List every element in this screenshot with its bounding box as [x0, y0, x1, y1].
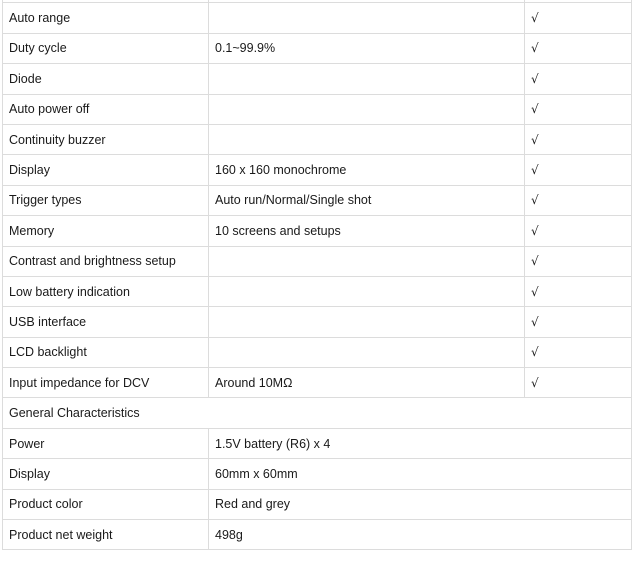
table-row [3, 216, 632, 246]
spec-label: Auto range [3, 3, 209, 33]
table-row [3, 428, 632, 458]
spec-value: 0.1~99.9% [209, 33, 525, 63]
table-row [3, 459, 632, 489]
spec-label: Product color [3, 489, 209, 519]
check-mark: √ [525, 368, 632, 398]
check-mark: √ [525, 33, 632, 63]
spec-value [209, 307, 525, 337]
spec-label: LCD backlight [3, 337, 209, 367]
table-row [3, 489, 632, 519]
section-header-row [3, 398, 632, 428]
table-row [3, 33, 632, 63]
check-mark: √ [525, 124, 632, 154]
table-row [3, 337, 632, 367]
table-row [3, 124, 632, 154]
check-mark: √ [525, 3, 632, 33]
table-row [3, 368, 632, 398]
table-row [3, 94, 632, 124]
spec-label: Display [3, 155, 209, 185]
table-row [3, 64, 632, 94]
spec-label: Contrast and brightness setup [3, 246, 209, 276]
spec-value [209, 124, 525, 154]
spec-label: USB interface [3, 307, 209, 337]
specifications-table [2, 0, 632, 550]
spec-value [209, 3, 525, 33]
check-mark: √ [525, 307, 632, 337]
spec-value [209, 337, 525, 367]
table-row [3, 246, 632, 276]
spec-value: 498g [209, 520, 632, 550]
table-row [3, 276, 632, 306]
spec-value [209, 246, 525, 276]
spec-value: Auto run/Normal/Single shot [209, 185, 525, 215]
section-title: General Characteristics [3, 398, 632, 428]
check-mark: √ [525, 64, 632, 94]
spec-value: Around 10MΩ [209, 368, 525, 398]
table-row [3, 520, 632, 550]
spec-value [209, 64, 525, 94]
spec-label: Input impedance for DCV [3, 368, 209, 398]
spec-value [209, 94, 525, 124]
check-mark: √ [525, 216, 632, 246]
check-mark: √ [525, 337, 632, 367]
check-mark: √ [525, 185, 632, 215]
table-row [3, 3, 632, 33]
spec-label: Low battery indication [3, 276, 209, 306]
table-row [3, 185, 632, 215]
check-mark: √ [525, 276, 632, 306]
spec-label: Duty cycle [3, 33, 209, 63]
spec-label: Memory [3, 216, 209, 246]
spec-value [209, 276, 525, 306]
spec-value: 1.5V battery (R6) x 4 [209, 428, 632, 458]
check-mark: √ [525, 94, 632, 124]
spec-value: 160 x 160 monochrome [209, 155, 525, 185]
spec-label: Power [3, 428, 209, 458]
spec-value: Red and grey [209, 489, 632, 519]
check-mark: √ [525, 155, 632, 185]
spec-label: Continuity buzzer [3, 124, 209, 154]
spec-label: Diode [3, 64, 209, 94]
spec-value: 10 screens and setups [209, 216, 525, 246]
check-mark: √ [525, 246, 632, 276]
spec-value: 60mm x 60mm [209, 459, 632, 489]
spec-label: Product net weight [3, 520, 209, 550]
spec-label: Auto power off [3, 94, 209, 124]
table-row [3, 307, 632, 337]
spec-label: Display [3, 459, 209, 489]
table-row [3, 155, 632, 185]
spec-label: Trigger types [3, 185, 209, 215]
